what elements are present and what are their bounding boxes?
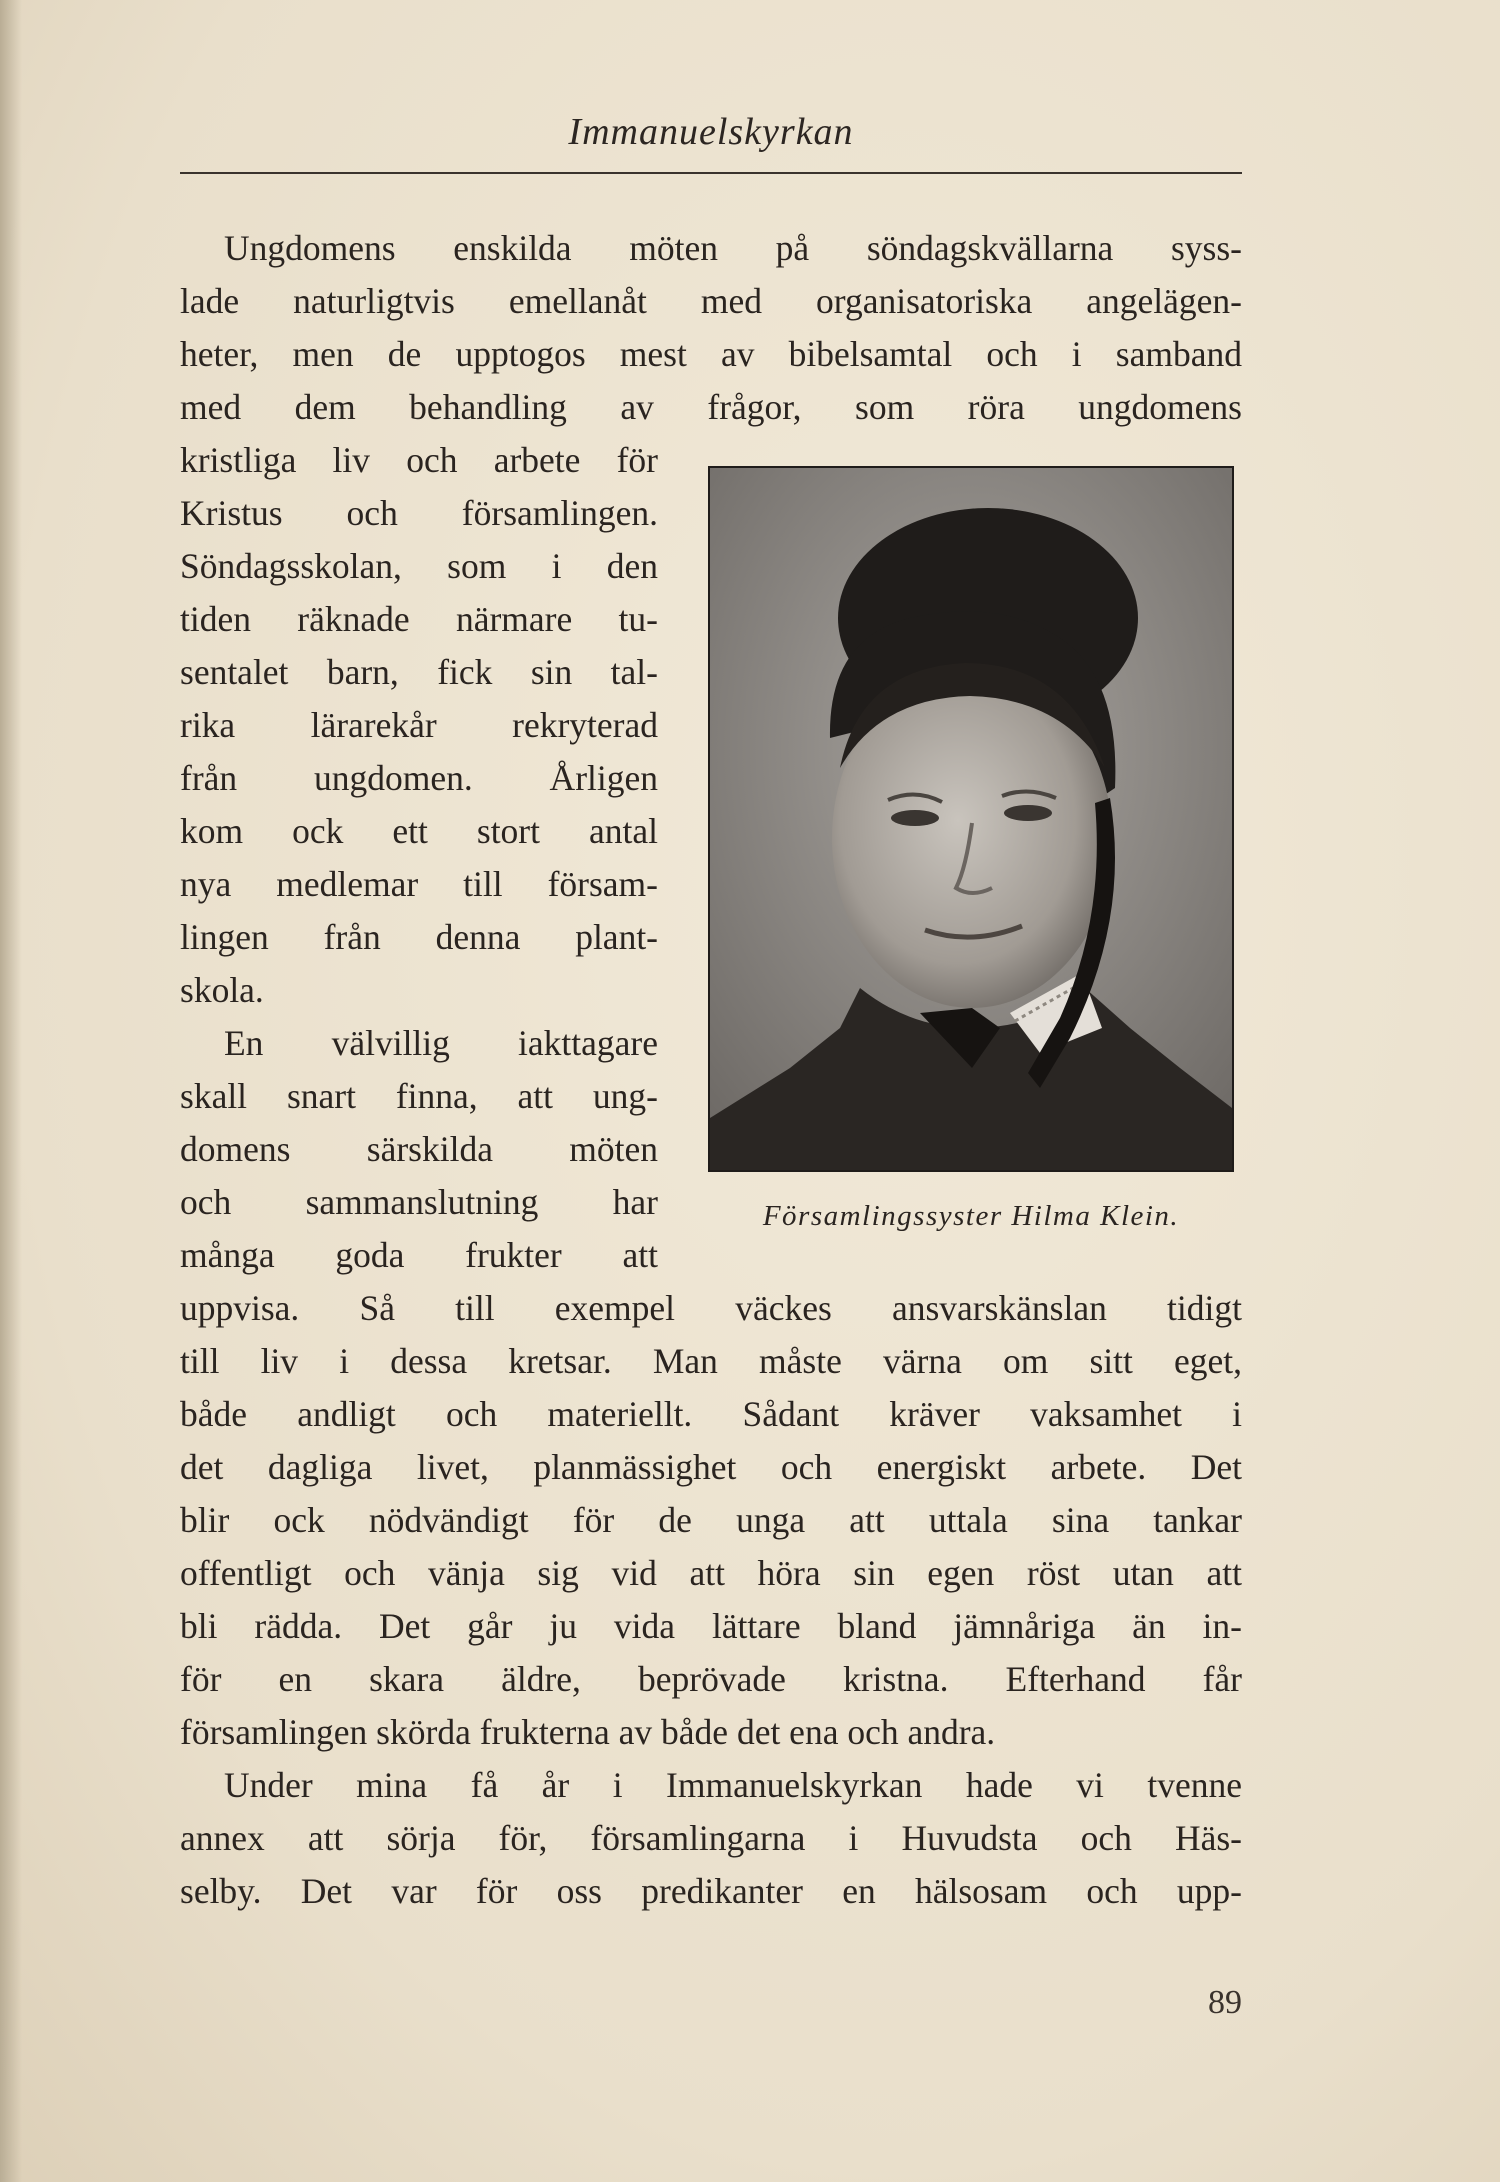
text-line: lade naturligtvis emellanåt med organisatoriska angelägen- — [180, 281, 1242, 321]
paragraph-top — [180, 222, 1242, 434]
text-line: sentalet barn, fick sin tal- — [180, 652, 658, 692]
text-line: domens särskilda möten — [180, 1129, 658, 1169]
text-line: skola. — [180, 970, 264, 1010]
text-line: kom ock ett stort antal — [180, 811, 658, 851]
text-line: tiden räknade närmare tu- — [180, 599, 658, 639]
text-line: heter, men de upptogos mest av bibelsamtal och i samband — [180, 334, 1242, 374]
text-line: Kristus och församlingen. — [180, 493, 658, 533]
text-line: Under mina få år i Immanuelskyrkan hade vi tvenne — [224, 1765, 1242, 1805]
portrait-photo — [708, 466, 1234, 1172]
text-line: Ungdomens enskilda möten på söndagskvällarna syss- — [224, 228, 1242, 268]
header-rule — [180, 172, 1242, 174]
text-line: för en skara äldre, beprövade kristna. Efterhand får — [180, 1659, 1242, 1699]
text-line: kristliga liv och arbete för — [180, 440, 658, 480]
text-line: Söndagsskolan, som i den — [180, 546, 658, 586]
paragraph-bottom — [180, 1282, 1242, 1918]
text-line: selby. Det var för oss predikanter en hälsosam och upp- — [180, 1871, 1242, 1911]
text-line: bli rädda. Det går ju vida lättare bland jämnåriga än in- — [180, 1606, 1242, 1646]
text-line: blir ock nödvändigt för de unga att uttala sina tankar — [180, 1500, 1242, 1540]
text-line: församlingen skörda frukterna av både det ena och andra. — [180, 1712, 996, 1752]
text-line: lingen från denna plant- — [180, 917, 658, 957]
running-head: Immanuelskyrkan — [568, 111, 854, 153]
text-line: det dagliga livet, planmässighet och energiskt arbete. Det — [180, 1447, 1242, 1487]
text-line: En välvillig iakttagare — [224, 1023, 658, 1063]
text-line: många goda frukter att — [180, 1235, 658, 1275]
text-line: nya medlemar till försam- — [180, 864, 658, 904]
text-line: både andligt och materiellt. Sådant kräver vaksamhet i — [180, 1394, 1242, 1434]
text-line: skall snart finna, att ung- — [180, 1076, 658, 1116]
text-line: till liv i dessa kretsar. Man måste värna om sitt eget, — [180, 1341, 1242, 1381]
text-line: från ungdomen. Årligen — [180, 758, 658, 798]
text-line: annex att sörja för, församlingarna i Huvudsta och Häs- — [180, 1818, 1242, 1858]
text-line: och sammanslutning har — [180, 1182, 658, 1222]
page-gutter-shadow — [0, 0, 22, 2182]
photo-caption: Församlingssyster Hilma Klein. — [762, 1200, 1180, 1232]
paragraph-beside-photo — [180, 434, 658, 1282]
text-line: rika lärarekår rekryterad — [180, 705, 658, 745]
text-line: offentligt och vänja sig vid att höra sin egen röst utan att — [180, 1553, 1242, 1593]
page-number: 89 — [1208, 1984, 1242, 2021]
text-line: uppvisa. Så till exempel väckes ansvarskänslan tidigt — [180, 1288, 1242, 1328]
text-line: med dem behandling av frågor, som röra ungdomens — [180, 387, 1242, 427]
